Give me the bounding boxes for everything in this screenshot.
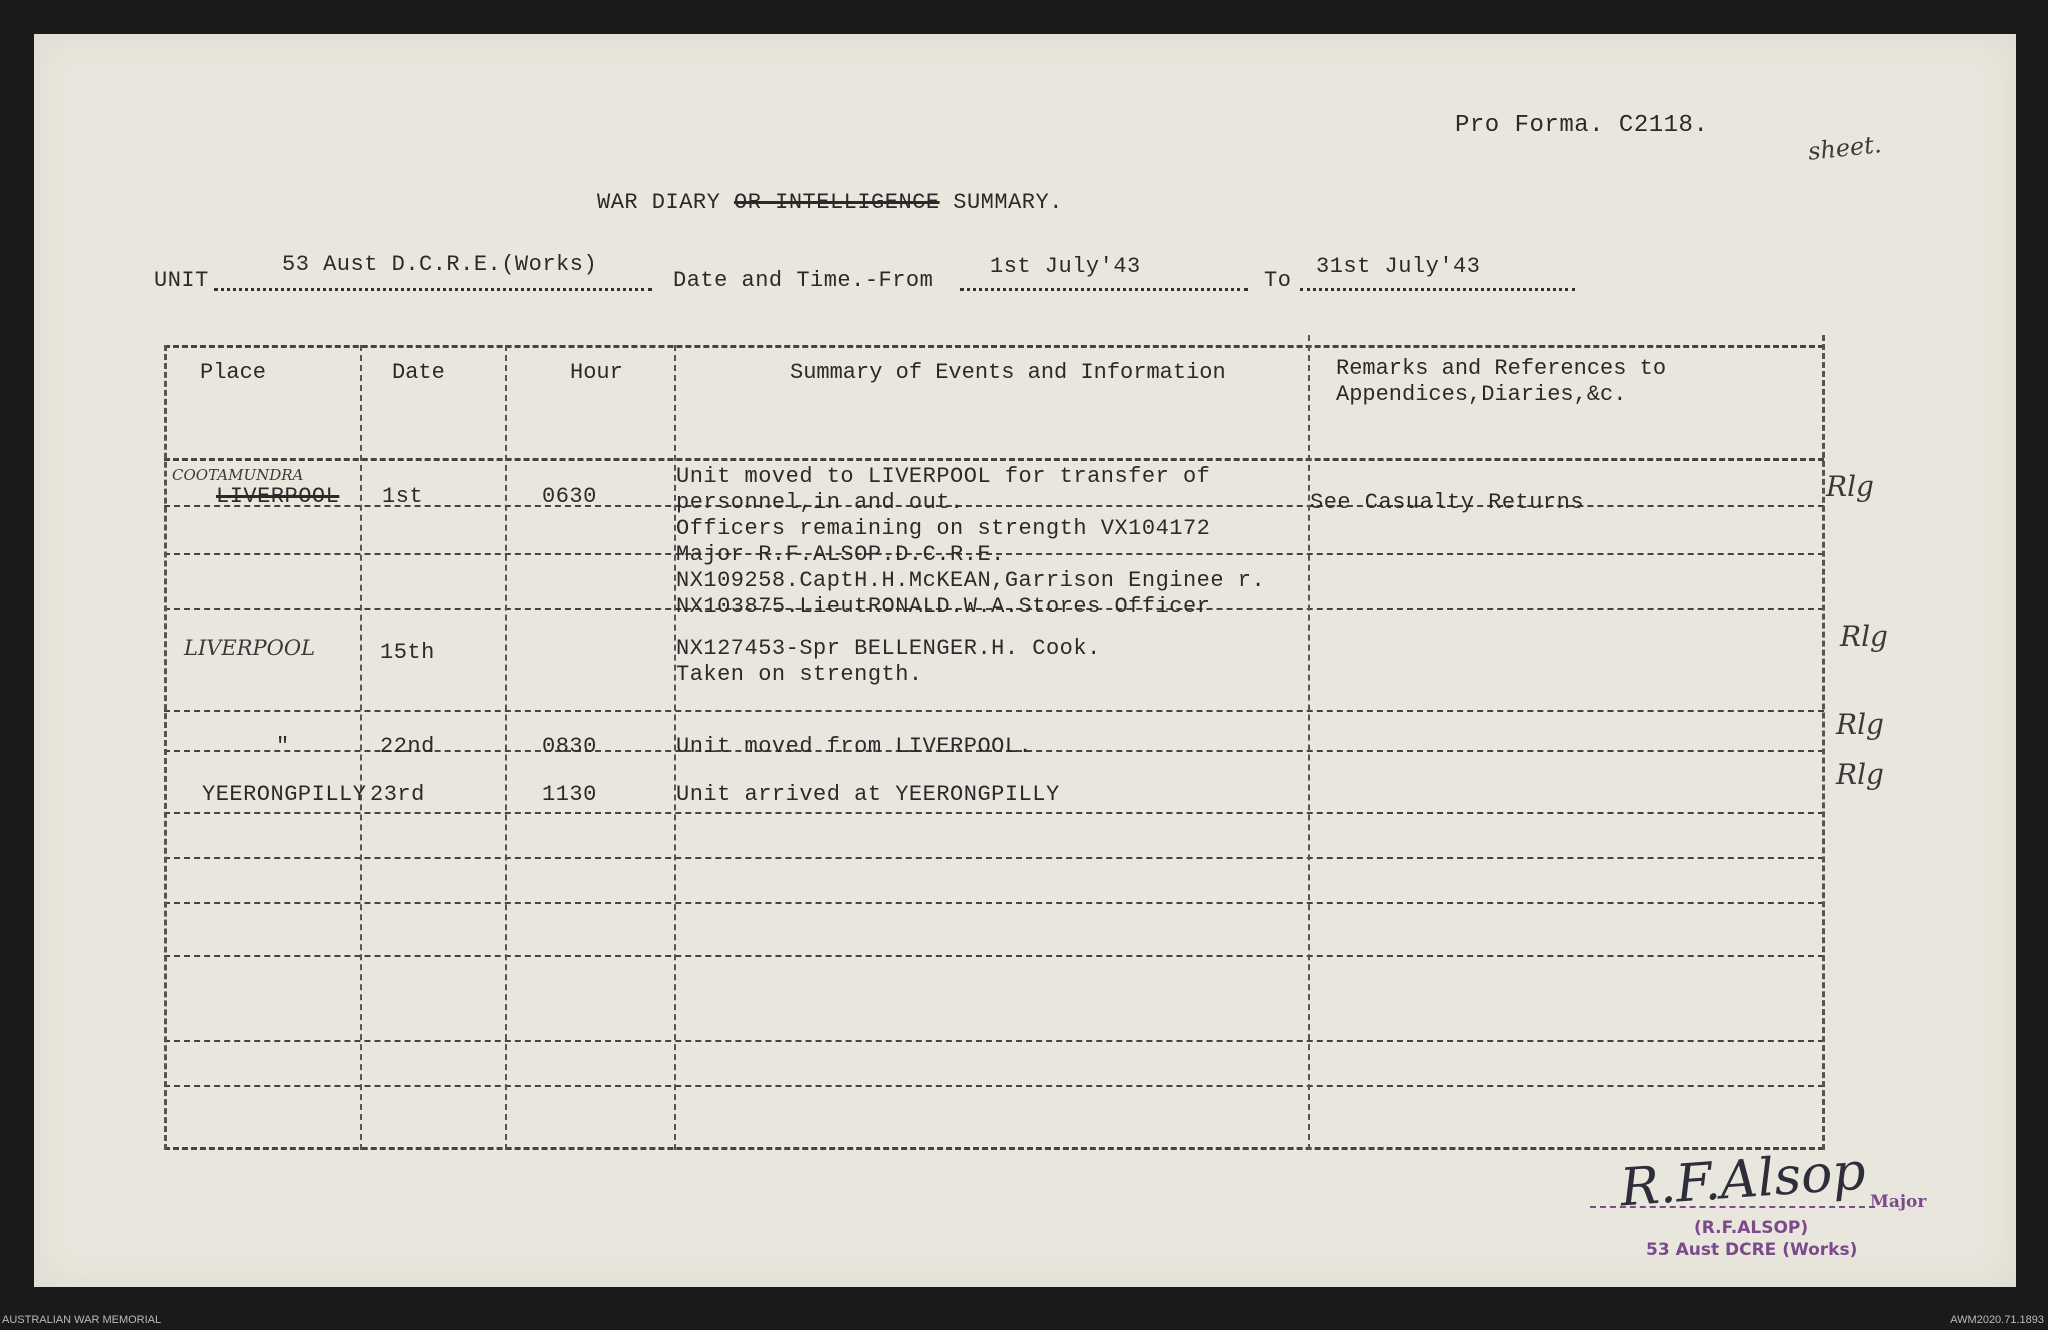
row4-place: YEERONGPILLY [202, 782, 367, 807]
signature-line [1590, 1206, 1875, 1208]
row2-summary-2: Taken on strength. [676, 662, 923, 687]
to-value: 31st July'43 [1316, 254, 1481, 279]
row2-initials: Rlg [1840, 620, 1888, 653]
unit-value: 53 Aust D.C.R.E.(Works) [282, 252, 598, 277]
row3-date: 22nd [380, 734, 435, 759]
row1-remarks: See Casualty Returns [1310, 490, 1585, 515]
row1-summary-3: Officers remaining on strength VX104172 [676, 516, 1211, 541]
row4-date: 23rd [370, 782, 425, 807]
date-time-label: Date and Time.-From [673, 268, 934, 293]
row1-initials: Rlg [1826, 470, 1874, 503]
unit-stamp: 53 Aust DCRE (Works) [1646, 1240, 1858, 1260]
row1-summary-2: personnel,in and out. [676, 490, 964, 515]
title-summary: SUMMARY. [953, 190, 1063, 215]
row3-initials: Rlg [1836, 708, 1884, 741]
signature: R.F.Alsop [1618, 1141, 1868, 1219]
header-hour: Hour [570, 360, 623, 385]
unit-dots [214, 288, 652, 291]
row4-summary-1: Unit arrived at YEERONGPILLY [676, 782, 1060, 807]
page-title [597, 190, 1063, 215]
row1-place-hand: COOTAMUNDRA [172, 466, 304, 484]
row4-initials: Rlg [1836, 758, 1884, 791]
header-remarks-2: Appendices,Diaries,&c. [1336, 382, 1627, 407]
rank-stamp: Major [1870, 1192, 1927, 1212]
pro-forma-label: Pro Forma. C2118. [1455, 112, 1709, 139]
row3-hour: 0830 [542, 734, 597, 759]
row1-summary-4: Major R.F.ALSOP.D.C.R.E. [676, 542, 1005, 567]
to-dots [1300, 288, 1575, 291]
row2-date: 15th [380, 640, 435, 665]
footer-right: AWM2020.71.1893 [1950, 1314, 2044, 1326]
row1-summary-5: NX109258.CaptH.H.McKEAN,Garrison Enginee r. [676, 568, 1266, 593]
row1-place: LIVERPOOL [216, 484, 340, 509]
header-date: Date [392, 360, 445, 385]
title-war-diary: WAR DIARY [597, 190, 721, 215]
row4-hour: 1130 [542, 782, 597, 807]
row1-hour: 0630 [542, 484, 597, 509]
from-dots [960, 288, 1248, 291]
unit-label: UNIT [154, 268, 209, 293]
sheet-note: sheet. [1806, 130, 1883, 166]
row1-date: 1st [382, 484, 424, 509]
footer-left: AUSTRALIAN WAR MEMORIAL [2, 1314, 162, 1326]
row1-summary-6: NX103875.LieutRONALD.W.A.Stores Officer [676, 594, 1211, 619]
row2-summary-1: NX127453-Spr BELLENGER.H. Cook. [676, 636, 1101, 661]
header-remarks-1: Remarks and References to [1336, 356, 1667, 381]
row3-place: " [276, 734, 290, 759]
title-struck: OR INTELLIGENCE [734, 190, 940, 215]
row1-summary-1: Unit moved to LIVERPOOL for transfer of [676, 464, 1211, 489]
header-summary: Summary of Events and Information [790, 360, 1226, 385]
row3-summary-1: Unit moved from LIVERPOOL. [676, 734, 1033, 759]
row2-place-hand: LIVERPOOL [184, 636, 316, 660]
to-label: To [1264, 268, 1292, 293]
header-place: Place [200, 360, 267, 385]
name-stamp: (R.F.ALSOP) [1694, 1218, 1809, 1238]
from-value: 1st July'43 [990, 254, 1141, 279]
